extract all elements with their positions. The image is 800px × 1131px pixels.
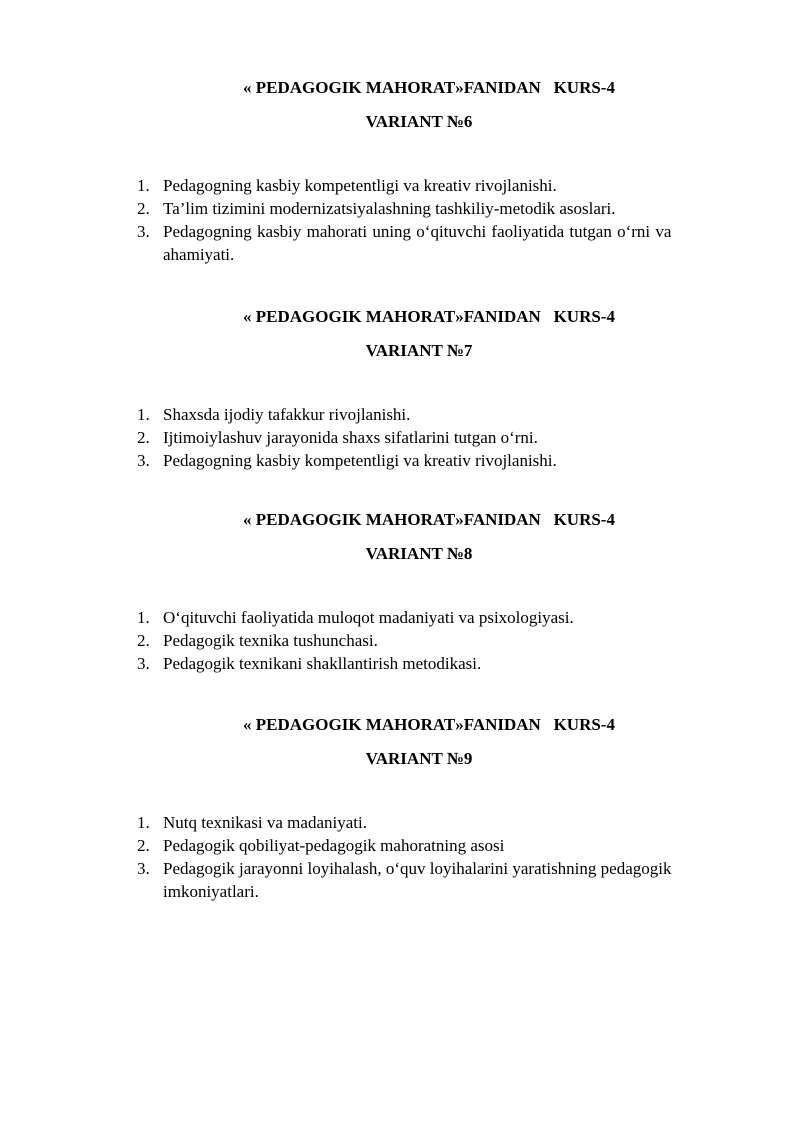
item-text: Pedagogning kasbiy kompetentligi va kreativ rivojlanishi.	[163, 451, 557, 470]
variant-heading: VARIANT №6	[365, 112, 473, 131]
list-item	[137, 652, 737, 675]
item-number: 2.	[137, 428, 150, 447]
item-number: 1.	[137, 608, 150, 627]
item-text: Pedagogning kasbiy kompetentligi va kreativ rivojlanishi.	[163, 176, 557, 195]
item-number: 3.	[137, 654, 150, 673]
item-text: Pedagogik qobiliyat-pedagogik mahoratning asosi	[163, 836, 505, 855]
list-item	[137, 857, 737, 903]
section-title: « PEDAGOGIK MAHORAT»FANIDAN KURS-4	[243, 715, 615, 734]
question-list	[137, 174, 737, 266]
item-number: 3.	[137, 222, 150, 241]
item-text: Ta’lim tizimini modernizatsiyalashning tashkiliy-metodik asoslari.	[163, 199, 616, 218]
list-item	[137, 403, 737, 426]
item-number: 1.	[137, 176, 150, 195]
section-title: « PEDAGOGIK MAHORAT»FANIDAN KURS-4	[243, 307, 615, 326]
list-item	[137, 834, 737, 857]
item-number: 2.	[137, 631, 150, 650]
item-number: 3.	[137, 859, 150, 878]
item-text: Pedagogik texnika tushunchasi.	[163, 631, 378, 650]
variant-heading: VARIANT №9	[365, 749, 473, 768]
variant-heading: VARIANT №7	[365, 341, 473, 360]
item-text: Pedagogik jarayonni loyihalash, o‘quv loyihalarini yaratishning pedagogik imkoniyatlari.	[163, 859, 672, 901]
question-list	[137, 403, 737, 472]
list-item	[137, 220, 737, 266]
list-item	[137, 629, 737, 652]
list-item	[137, 449, 737, 472]
variant-heading: VARIANT №8	[365, 544, 473, 563]
variant-section-9	[0, 713, 800, 903]
item-text: Pedagogning kasbiy mahorati uning o‘qituvchi faoliyatida tutgan o‘rni va ahamiyati.	[163, 222, 672, 264]
item-text: Ijtimoiylashuv jarayonida shaxs sifatlarini tutgan o‘rni.	[163, 428, 538, 447]
list-item	[137, 426, 737, 449]
item-number: 2.	[137, 199, 150, 218]
section-title: « PEDAGOGIK MAHORAT»FANIDAN KURS-4	[243, 510, 615, 529]
list-item	[137, 174, 737, 197]
item-number: 1.	[137, 813, 150, 832]
item-text: O‘qituvchi faoliyatida muloqot madaniyati va psixologiyasi.	[163, 608, 574, 627]
variant-section-8	[0, 508, 800, 675]
variant-section-6	[0, 76, 800, 266]
item-number: 1.	[137, 405, 150, 424]
list-item	[137, 606, 737, 629]
item-text: Pedagogik texnikani shakllantirish metodikasi.	[163, 654, 482, 673]
list-item	[137, 197, 737, 220]
section-title: « PEDAGOGIK MAHORAT»FANIDAN KURS-4	[243, 78, 615, 97]
item-text: Shaxsda ijodiy tafakkur rivojlanishi.	[163, 405, 411, 424]
list-item	[137, 811, 737, 834]
question-list	[137, 606, 737, 675]
item-number: 2.	[137, 836, 150, 855]
item-number: 3.	[137, 451, 150, 470]
variant-section-7	[0, 305, 800, 472]
item-text: Nutq texnikasi va madaniyati.	[163, 813, 367, 832]
question-list	[137, 811, 737, 903]
